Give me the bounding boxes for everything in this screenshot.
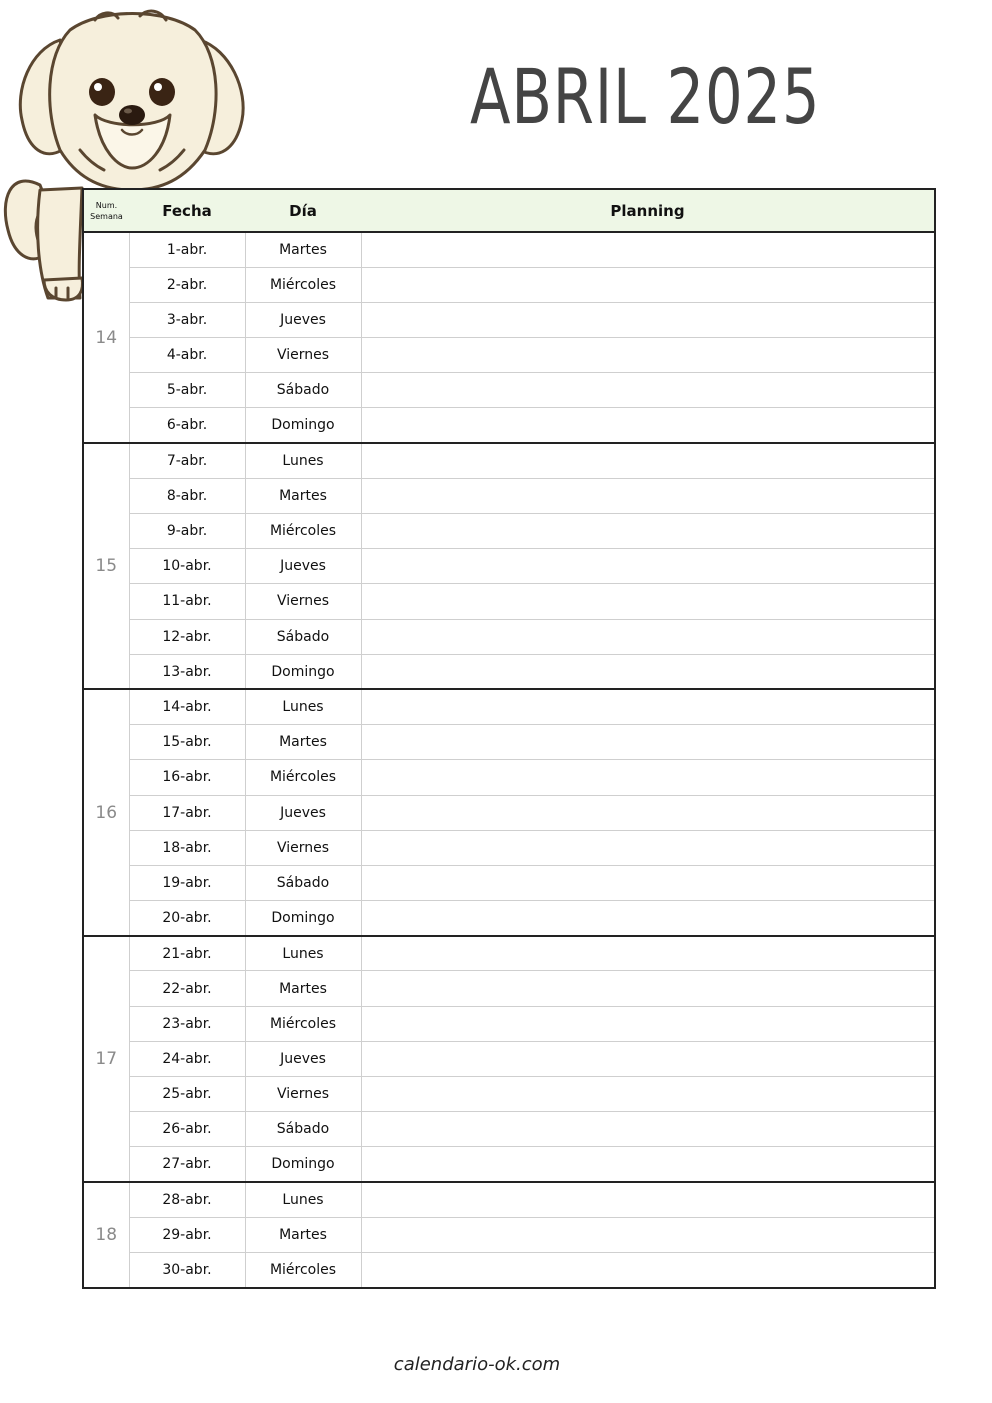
day-cell: Jueves	[245, 1041, 361, 1076]
table-row	[83, 830, 935, 865]
footer-site: calendario-ok.com	[393, 1354, 561, 1375]
table-row	[83, 1252, 935, 1287]
planning-cell[interactable]	[361, 619, 935, 654]
planning-cell[interactable]	[361, 408, 935, 443]
table-row	[83, 1182, 935, 1217]
header-row	[83, 189, 935, 232]
table-row	[83, 443, 935, 478]
planning-cell[interactable]	[361, 830, 935, 865]
planning-cell[interactable]	[361, 443, 935, 478]
table-row	[83, 549, 935, 584]
planning-cell[interactable]	[361, 1217, 935, 1252]
table-row	[83, 936, 935, 971]
planning-cell[interactable]	[361, 1112, 935, 1147]
day-cell: Lunes	[245, 443, 361, 478]
planning-cell[interactable]	[361, 1147, 935, 1182]
day-cell: Miércoles	[245, 267, 361, 302]
date-cell: 19-abr.	[129, 865, 245, 900]
planning-cell[interactable]	[361, 1252, 935, 1287]
table-row	[83, 795, 935, 830]
week-number: 17	[83, 936, 129, 1182]
day-cell: Martes	[245, 971, 361, 1006]
date-cell: 22-abr.	[129, 971, 245, 1006]
day-cell: Martes	[245, 725, 361, 760]
planning-cell[interactable]	[361, 760, 935, 795]
table-row	[83, 901, 935, 936]
day-cell: Jueves	[245, 795, 361, 830]
date-cell: 7-abr.	[129, 443, 245, 478]
day-cell: Miércoles	[245, 1252, 361, 1287]
planning-cell[interactable]	[361, 936, 935, 971]
day-cell: Martes	[245, 232, 361, 267]
header-planning: Planning	[361, 189, 935, 232]
planning-cell[interactable]	[361, 1041, 935, 1076]
planner-body	[83, 232, 935, 1288]
date-cell: 16-abr.	[129, 760, 245, 795]
date-cell: 30-abr.	[129, 1252, 245, 1287]
table-row	[83, 514, 935, 549]
day-cell: Miércoles	[245, 1006, 361, 1041]
planning-cell[interactable]	[361, 267, 935, 302]
table-row	[83, 1041, 935, 1076]
date-cell: 3-abr.	[129, 302, 245, 337]
table-row	[83, 584, 935, 619]
date-cell: 20-abr.	[129, 901, 245, 936]
date-cell: 10-abr.	[129, 549, 245, 584]
day-cell: Lunes	[245, 689, 361, 724]
date-cell: 12-abr.	[129, 619, 245, 654]
planning-cell[interactable]	[361, 865, 935, 900]
week-number: 18	[83, 1182, 129, 1288]
date-cell: 17-abr.	[129, 795, 245, 830]
date-cell: 6-abr.	[129, 408, 245, 443]
day-cell: Viernes	[245, 830, 361, 865]
date-cell: 21-abr.	[129, 936, 245, 971]
day-cell: Jueves	[245, 549, 361, 584]
date-cell: 26-abr.	[129, 1112, 245, 1147]
date-cell: 8-abr.	[129, 478, 245, 513]
day-cell: Viernes	[245, 338, 361, 373]
planner-table	[82, 188, 936, 1289]
planning-cell[interactable]	[361, 1006, 935, 1041]
date-cell: 13-abr.	[129, 654, 245, 689]
header-week-line2: Semana	[90, 211, 123, 221]
planning-cell[interactable]	[361, 689, 935, 724]
date-cell: 11-abr.	[129, 584, 245, 619]
planning-cell[interactable]	[361, 302, 935, 337]
date-cell: 18-abr.	[129, 830, 245, 865]
day-cell: Sábado	[245, 619, 361, 654]
day-cell: Martes	[245, 1217, 361, 1252]
header-day: Día	[245, 189, 361, 232]
planning-cell[interactable]	[361, 514, 935, 549]
day-cell: Sábado	[245, 865, 361, 900]
date-cell: 29-abr.	[129, 1217, 245, 1252]
date-cell: 1-abr.	[129, 232, 245, 267]
day-cell: Jueves	[245, 302, 361, 337]
planning-cell[interactable]	[361, 584, 935, 619]
date-cell: 4-abr.	[129, 338, 245, 373]
planning-cell[interactable]	[361, 795, 935, 830]
date-cell: 9-abr.	[129, 514, 245, 549]
table-row	[83, 865, 935, 900]
planning-cell[interactable]	[361, 1182, 935, 1217]
header-week-line1: Num.	[95, 200, 118, 210]
header-date: Fecha	[129, 189, 245, 232]
table-row	[83, 760, 935, 795]
date-cell: 14-abr.	[129, 689, 245, 724]
table-row	[83, 478, 935, 513]
week-number: 15	[83, 443, 129, 689]
date-cell: 24-abr.	[129, 1041, 245, 1076]
planning-cell[interactable]	[361, 1077, 935, 1112]
table-row	[83, 1077, 935, 1112]
table-row	[83, 267, 935, 302]
day-cell: Sábado	[245, 1112, 361, 1147]
day-cell: Domingo	[245, 654, 361, 689]
table-row	[83, 1006, 935, 1041]
day-cell: Domingo	[245, 901, 361, 936]
date-cell: 15-abr.	[129, 725, 245, 760]
table-row	[83, 338, 935, 373]
table-row	[83, 1217, 935, 1252]
date-cell: 23-abr.	[129, 1006, 245, 1041]
date-cell: 5-abr.	[129, 373, 245, 408]
day-cell: Domingo	[245, 1147, 361, 1182]
planning-cell[interactable]	[361, 654, 935, 689]
day-cell: Viernes	[245, 584, 361, 619]
day-cell: Viernes	[245, 1077, 361, 1112]
day-cell: Martes	[245, 478, 361, 513]
date-cell: 27-abr.	[129, 1147, 245, 1182]
page-title: ABRIL 2025	[470, 52, 821, 141]
day-cell: Domingo	[245, 408, 361, 443]
header-week	[83, 189, 129, 232]
date-cell: 28-abr.	[129, 1182, 245, 1217]
planning-cell[interactable]	[361, 549, 935, 584]
day-cell: Lunes	[245, 1182, 361, 1217]
table-row	[83, 725, 935, 760]
planning-cell[interactable]	[361, 338, 935, 373]
table-row	[83, 408, 935, 443]
planning-cell[interactable]	[361, 725, 935, 760]
planning-cell[interactable]	[361, 478, 935, 513]
table-row	[83, 232, 935, 267]
table-row	[83, 373, 935, 408]
day-cell: Sábado	[245, 373, 361, 408]
table-row	[83, 971, 935, 1006]
date-cell: 25-abr.	[129, 1077, 245, 1112]
day-cell: Miércoles	[245, 760, 361, 795]
day-cell: Lunes	[245, 936, 361, 971]
week-number: 16	[83, 689, 129, 935]
week-number: 14	[83, 232, 129, 443]
table-row	[83, 1147, 935, 1182]
table-row	[83, 1112, 935, 1147]
table-row	[83, 302, 935, 337]
table-row	[83, 689, 935, 724]
date-cell: 2-abr.	[129, 267, 245, 302]
planning-cell[interactable]	[361, 232, 935, 267]
table-row	[83, 654, 935, 689]
planning-cell[interactable]	[361, 901, 935, 936]
planning-cell[interactable]	[361, 971, 935, 1006]
table-row	[83, 619, 935, 654]
day-cell: Miércoles	[245, 514, 361, 549]
planning-cell[interactable]	[361, 373, 935, 408]
